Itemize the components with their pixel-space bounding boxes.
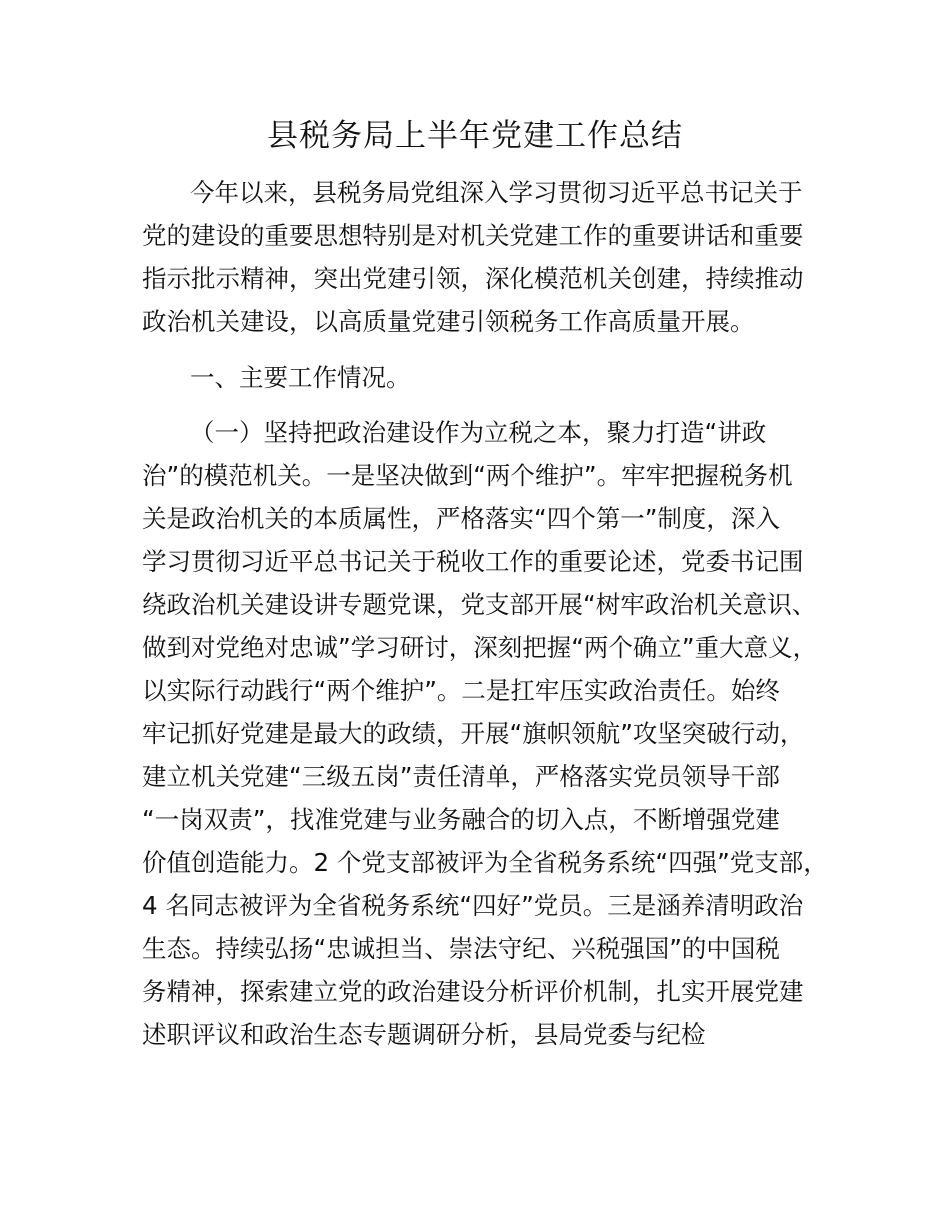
paragraph-2-line-1: （一）坚持把政治建设作为立税之本，聚力打造“讲政 bbox=[190, 418, 767, 447]
paragraph-2-line-3: 关是政治机关的本质属性，严格落实“四个第一”制度，深入 bbox=[142, 504, 780, 533]
paragraph-2-line-9: 建立机关党建“三级五岗”责任清单，严格落实党员领导干部 bbox=[142, 762, 780, 791]
paragraph-2-line-4: 学习贯彻习近平总书记关于税收工作的重要论述，党委书记围 bbox=[142, 547, 804, 576]
paragraph-2-line-8: 牢记抓好党建是最大的政绩，开展“旗帜领航”攻坚突破行动， bbox=[142, 719, 805, 748]
paragraph-2-line-10: “一岗双责”，找准党建与业务融合的切入点，不断增强党建 bbox=[142, 805, 780, 834]
paragraph-2-line-14: 务精神，探索建立党的政治建设分析评价机制，扎实开展党建 bbox=[142, 977, 804, 1006]
paragraph-1-line-4: 政治机关建设，以高质量党建引领税务工作高质量开展。 bbox=[142, 307, 755, 336]
paragraph-1-line-1: 今年以来，县税务局党组深入学习贯彻习近平总书记关于 bbox=[190, 178, 803, 207]
section-heading: 一、主要工作情况。 bbox=[190, 363, 411, 392]
paragraph-1-line-2: 党的建设的重要思想特别是对机关党建工作的重要讲话和重要 bbox=[142, 221, 804, 250]
paragraph-2-line-2: 治”的模范机关。一是坚决做到“两个维护”。牢牢把握税务机 bbox=[142, 461, 793, 490]
paragraph-2-line-5: 绕政治机关建设讲专题党课，党支部开展“树牢政治机关意识、 bbox=[142, 590, 817, 619]
paragraph-2-line-13: 生态。持续弘扬“忠诚担当、崇法守纪、兴税强国”的中国税 bbox=[142, 934, 780, 963]
document-title: 县税务局上半年党建工作总结 bbox=[267, 118, 683, 154]
paragraph-2-line-11: 价值创造能力。2 个党支部被评为全省税务系统“四强”党支部， bbox=[142, 848, 828, 877]
paragraph-2-line-7: 以实际行动践行“两个维护”。二是扛牢压实政治责任。始终 bbox=[142, 676, 780, 705]
paragraph-2-line-12: 4 名同志被评为全省税务系统“四好”党员。三是涵养清明政治 bbox=[142, 891, 804, 920]
paragraph-2-line-6: 做到对党绝对忠诚”学习研讨，深刻把握“两个确立”重大意义， bbox=[142, 633, 818, 662]
paragraph-1-line-3: 指示批示精神，突出党建引领，深化模范机关创建，持续推动 bbox=[142, 264, 804, 293]
paragraph-2-line-15: 述职评议和政治生态专题调研分析，县局党委与纪检 bbox=[142, 1020, 706, 1049]
